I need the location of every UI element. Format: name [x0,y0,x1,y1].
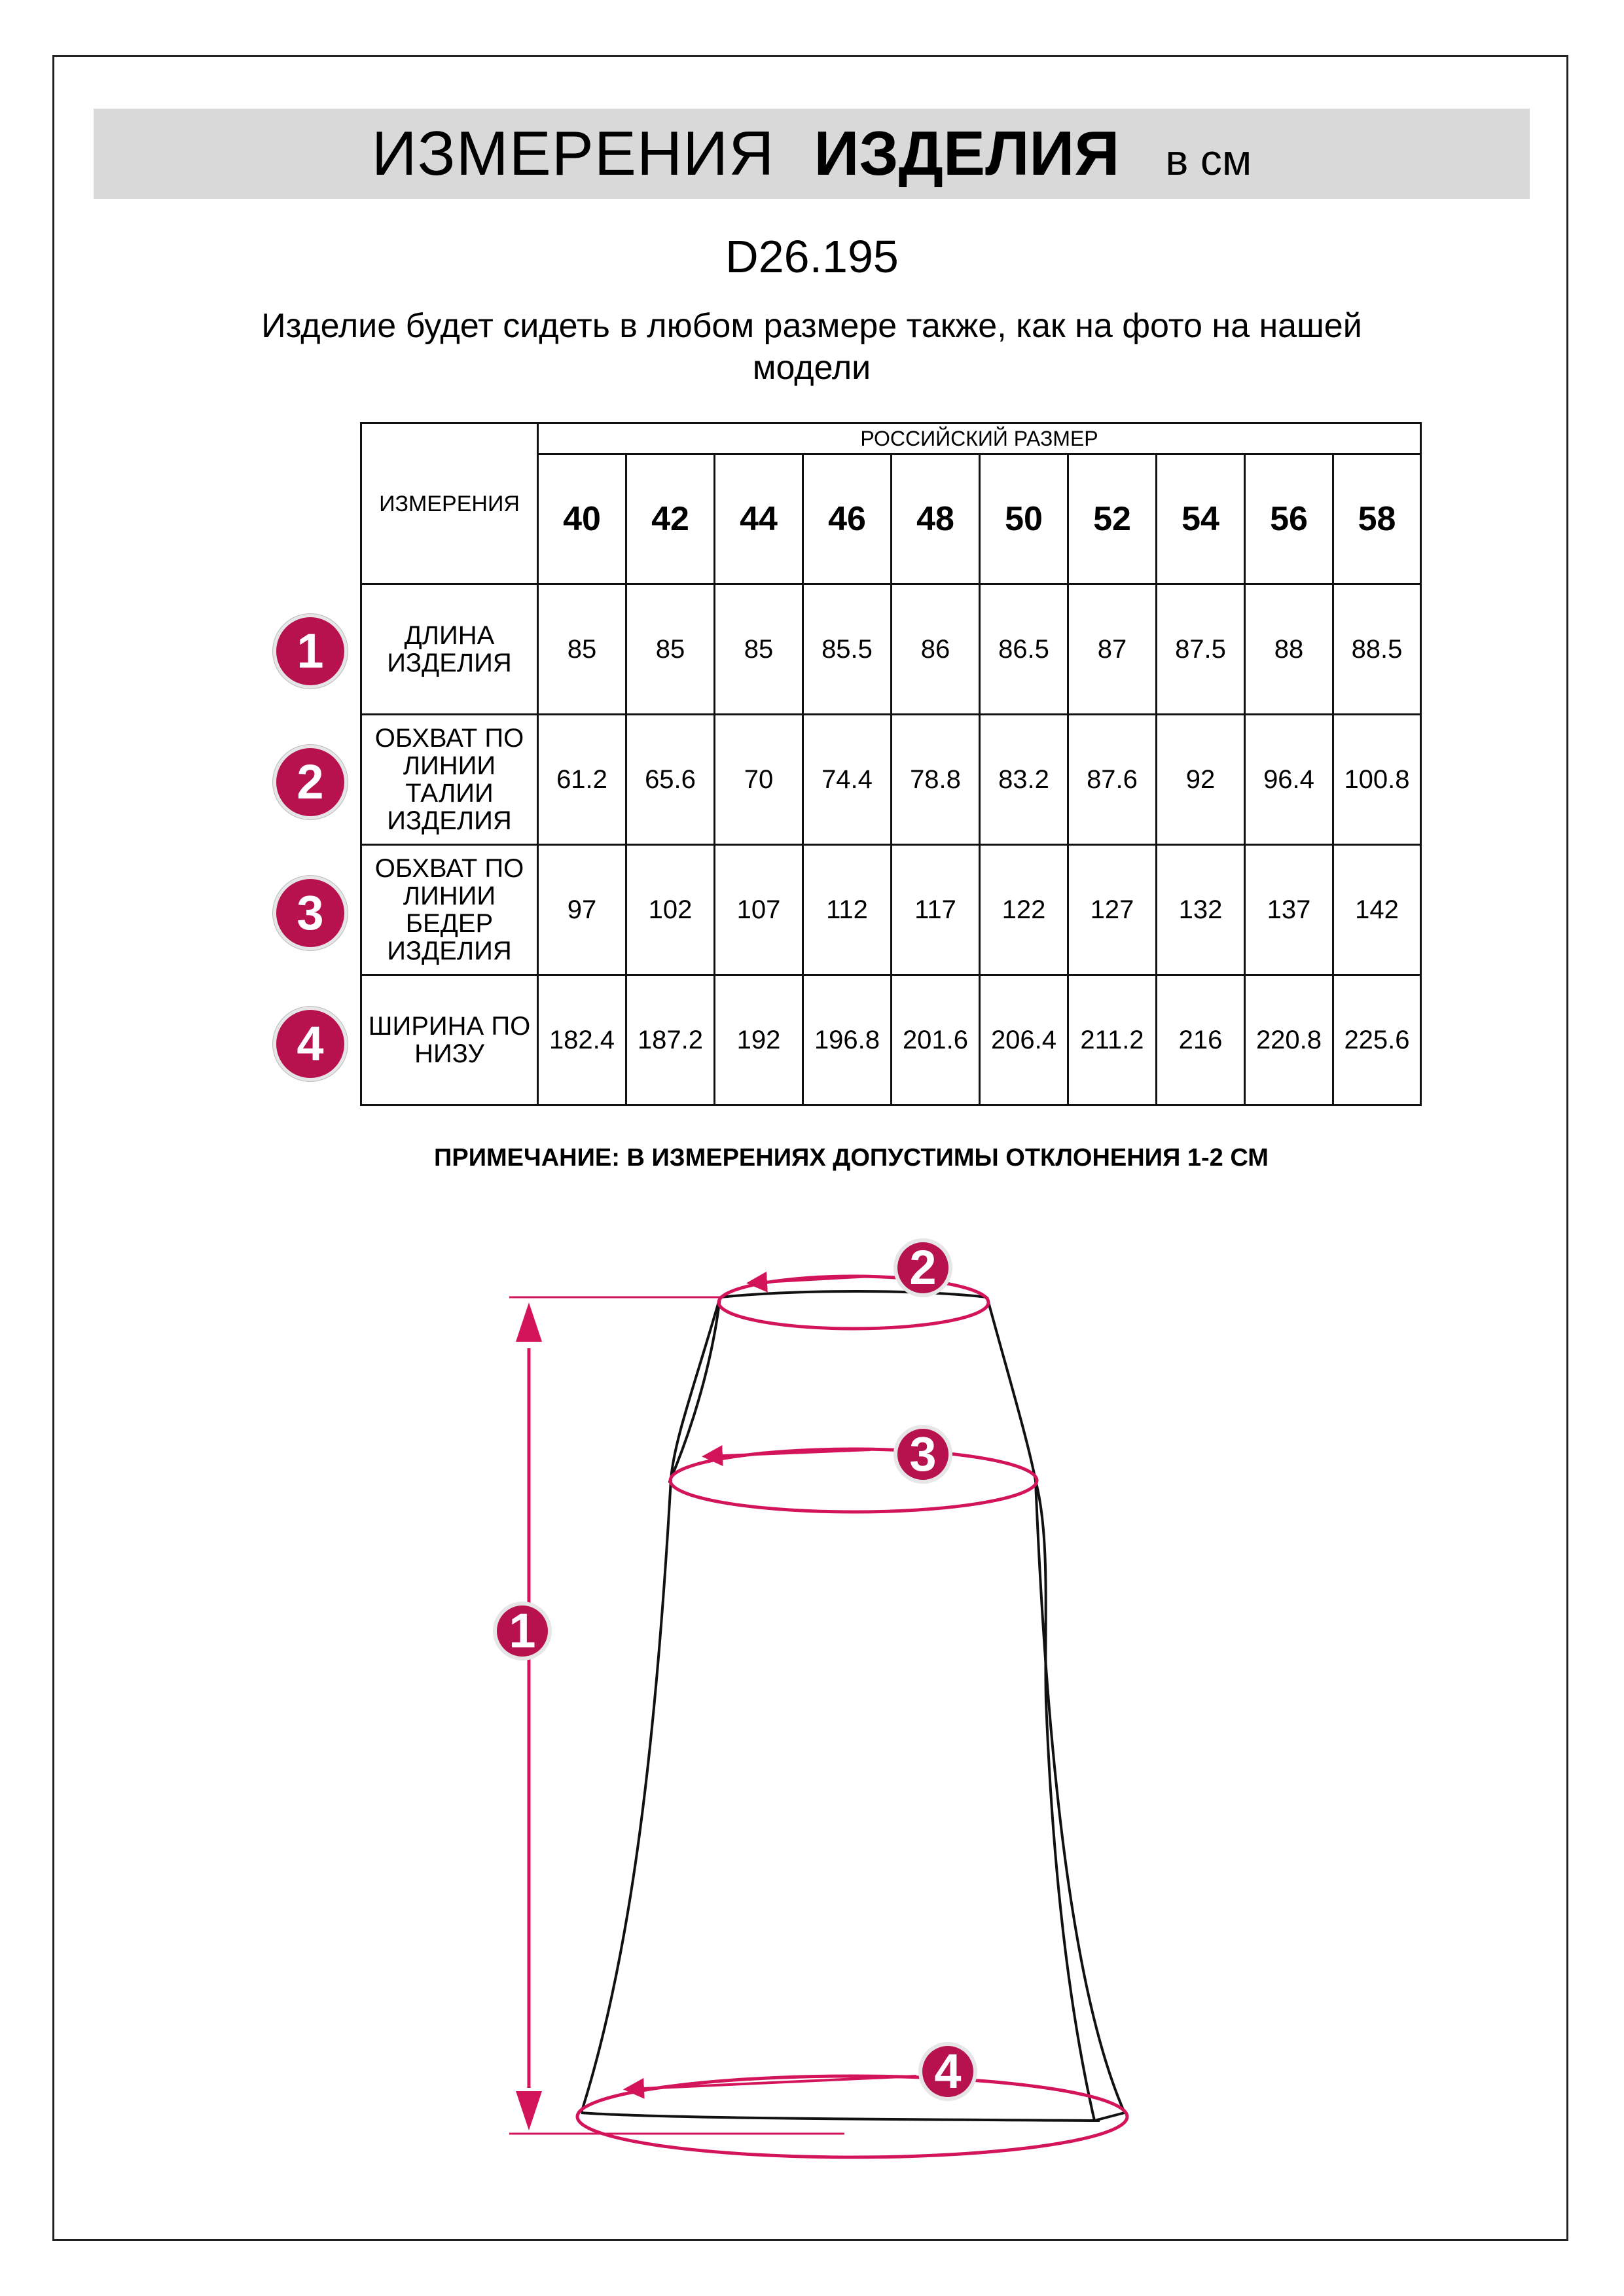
marker-4-label: 4 [934,2044,962,2098]
table-cell: 102 [626,845,715,975]
length-arrow-down [516,2091,542,2130]
row-number-badge: 3 [276,879,344,947]
table-cell: 100.8 [1333,715,1421,845]
table-cell: 78.8 [892,715,980,845]
size-header: 44 [715,454,803,584]
size-header: 52 [1068,454,1157,584]
table-cell: 97 [538,845,626,975]
table-cell: 86 [892,584,980,715]
table-cell: 142 [1333,845,1421,975]
row-label: ДЛИНА ИЗДЕЛИЯ [361,584,538,715]
table-cell: 107 [715,845,803,975]
table-cell: 206.4 [980,975,1068,1105]
marker-2 [895,1240,950,1295]
table-cell: 132 [1157,845,1245,975]
row-label: ОБХВАТ ПО ЛИНИИ БЕДЕР ИЗДЕЛИЯ [361,845,538,975]
size-header: 50 [980,454,1068,584]
title-unit: в см [1165,135,1252,184]
table-cell: 87.5 [1157,584,1245,715]
table-cell: 211.2 [1068,975,1157,1105]
table-cell: 88.5 [1333,584,1421,715]
table-cell: 96.4 [1245,715,1333,845]
table-cell: 225.6 [1333,975,1421,1105]
table-cell: 137 [1245,845,1333,975]
table-cell: 201.6 [892,975,980,1105]
table-cell: 65.6 [626,715,715,845]
size-header: 46 [803,454,892,584]
row-number-badge: 4 [276,1010,344,1078]
hip-ellipse [670,1449,1037,1512]
table-cell: 182.4 [538,975,626,1105]
size-header: 40 [538,454,626,584]
table-cell: 196.8 [803,975,892,1105]
marker-3-label: 3 [909,1427,937,1481]
table-cell: 216 [1157,975,1245,1105]
table-cell: 87 [1068,584,1157,715]
size-group-header: РОССИЙСКИЙ РАЗМЕР [538,423,1421,454]
tolerance-note: ПРИМЕЧАНИЕ: В ИЗМЕРЕНИЯХ ДОПУСТИМЫ ОТКЛОНЕНИЯ 1-2 СМ [434,1144,1269,1172]
table-cell: 85 [715,584,803,715]
table-cell: 112 [803,845,892,975]
table-cell: 61.2 [538,715,626,845]
table-cell: 86.5 [980,584,1068,715]
table-cell: 74.4 [803,715,892,845]
table-cell: 88 [1245,584,1333,715]
size-header: 58 [1333,454,1421,584]
table-cell: 87.6 [1068,715,1157,845]
table-cell: 85 [626,584,715,715]
table-cell: 127 [1068,845,1157,975]
table-cell: 92 [1157,715,1245,845]
table-cell: 85 [538,584,626,715]
table-cell: 187.2 [626,975,715,1105]
size-header: 48 [892,454,980,584]
marker-1-label: 1 [509,1604,536,1658]
table-cell: 192 [715,975,803,1105]
marker-4 [920,2044,975,2099]
size-header: 56 [1245,454,1333,584]
title-bold: ИЗДЕЛИЯ [814,118,1120,188]
size-header: 54 [1157,454,1245,584]
table-cell: 220.8 [1245,975,1333,1105]
article-number: D26.195 [725,231,899,282]
size-header: 42 [626,454,715,584]
fit-note: Изделие будет сидеть в любом размере также, как на фото на нашей модели [261,307,1362,387]
table-cell: 83.2 [980,715,1068,845]
marker-3 [895,1427,950,1482]
row-number-badge: 2 [276,748,344,816]
skirt-outline [581,1291,1125,2121]
waist-ellipse [719,1276,988,1329]
row-label: ОБХВАТ ПО ЛИНИИ ТАЛИИ ИЗДЕЛИЯ [361,715,538,845]
row-number-badge: 1 [276,617,344,685]
table-cell: 122 [980,845,1068,975]
table-cell: 70 [715,715,803,845]
marker-2-label: 2 [909,1240,937,1295]
table-cell: 85.5 [803,584,892,715]
title-regular: ИЗМЕРЕНИЯ [371,118,775,188]
table-cell: 117 [892,845,980,975]
marker-1 [495,1604,550,1659]
measurements-header: ИЗМЕРЕНИЯ [361,423,538,584]
length-arrow-up [516,1302,542,1342]
row-label: ШИРИНА ПО НИЗУ [361,975,538,1105]
